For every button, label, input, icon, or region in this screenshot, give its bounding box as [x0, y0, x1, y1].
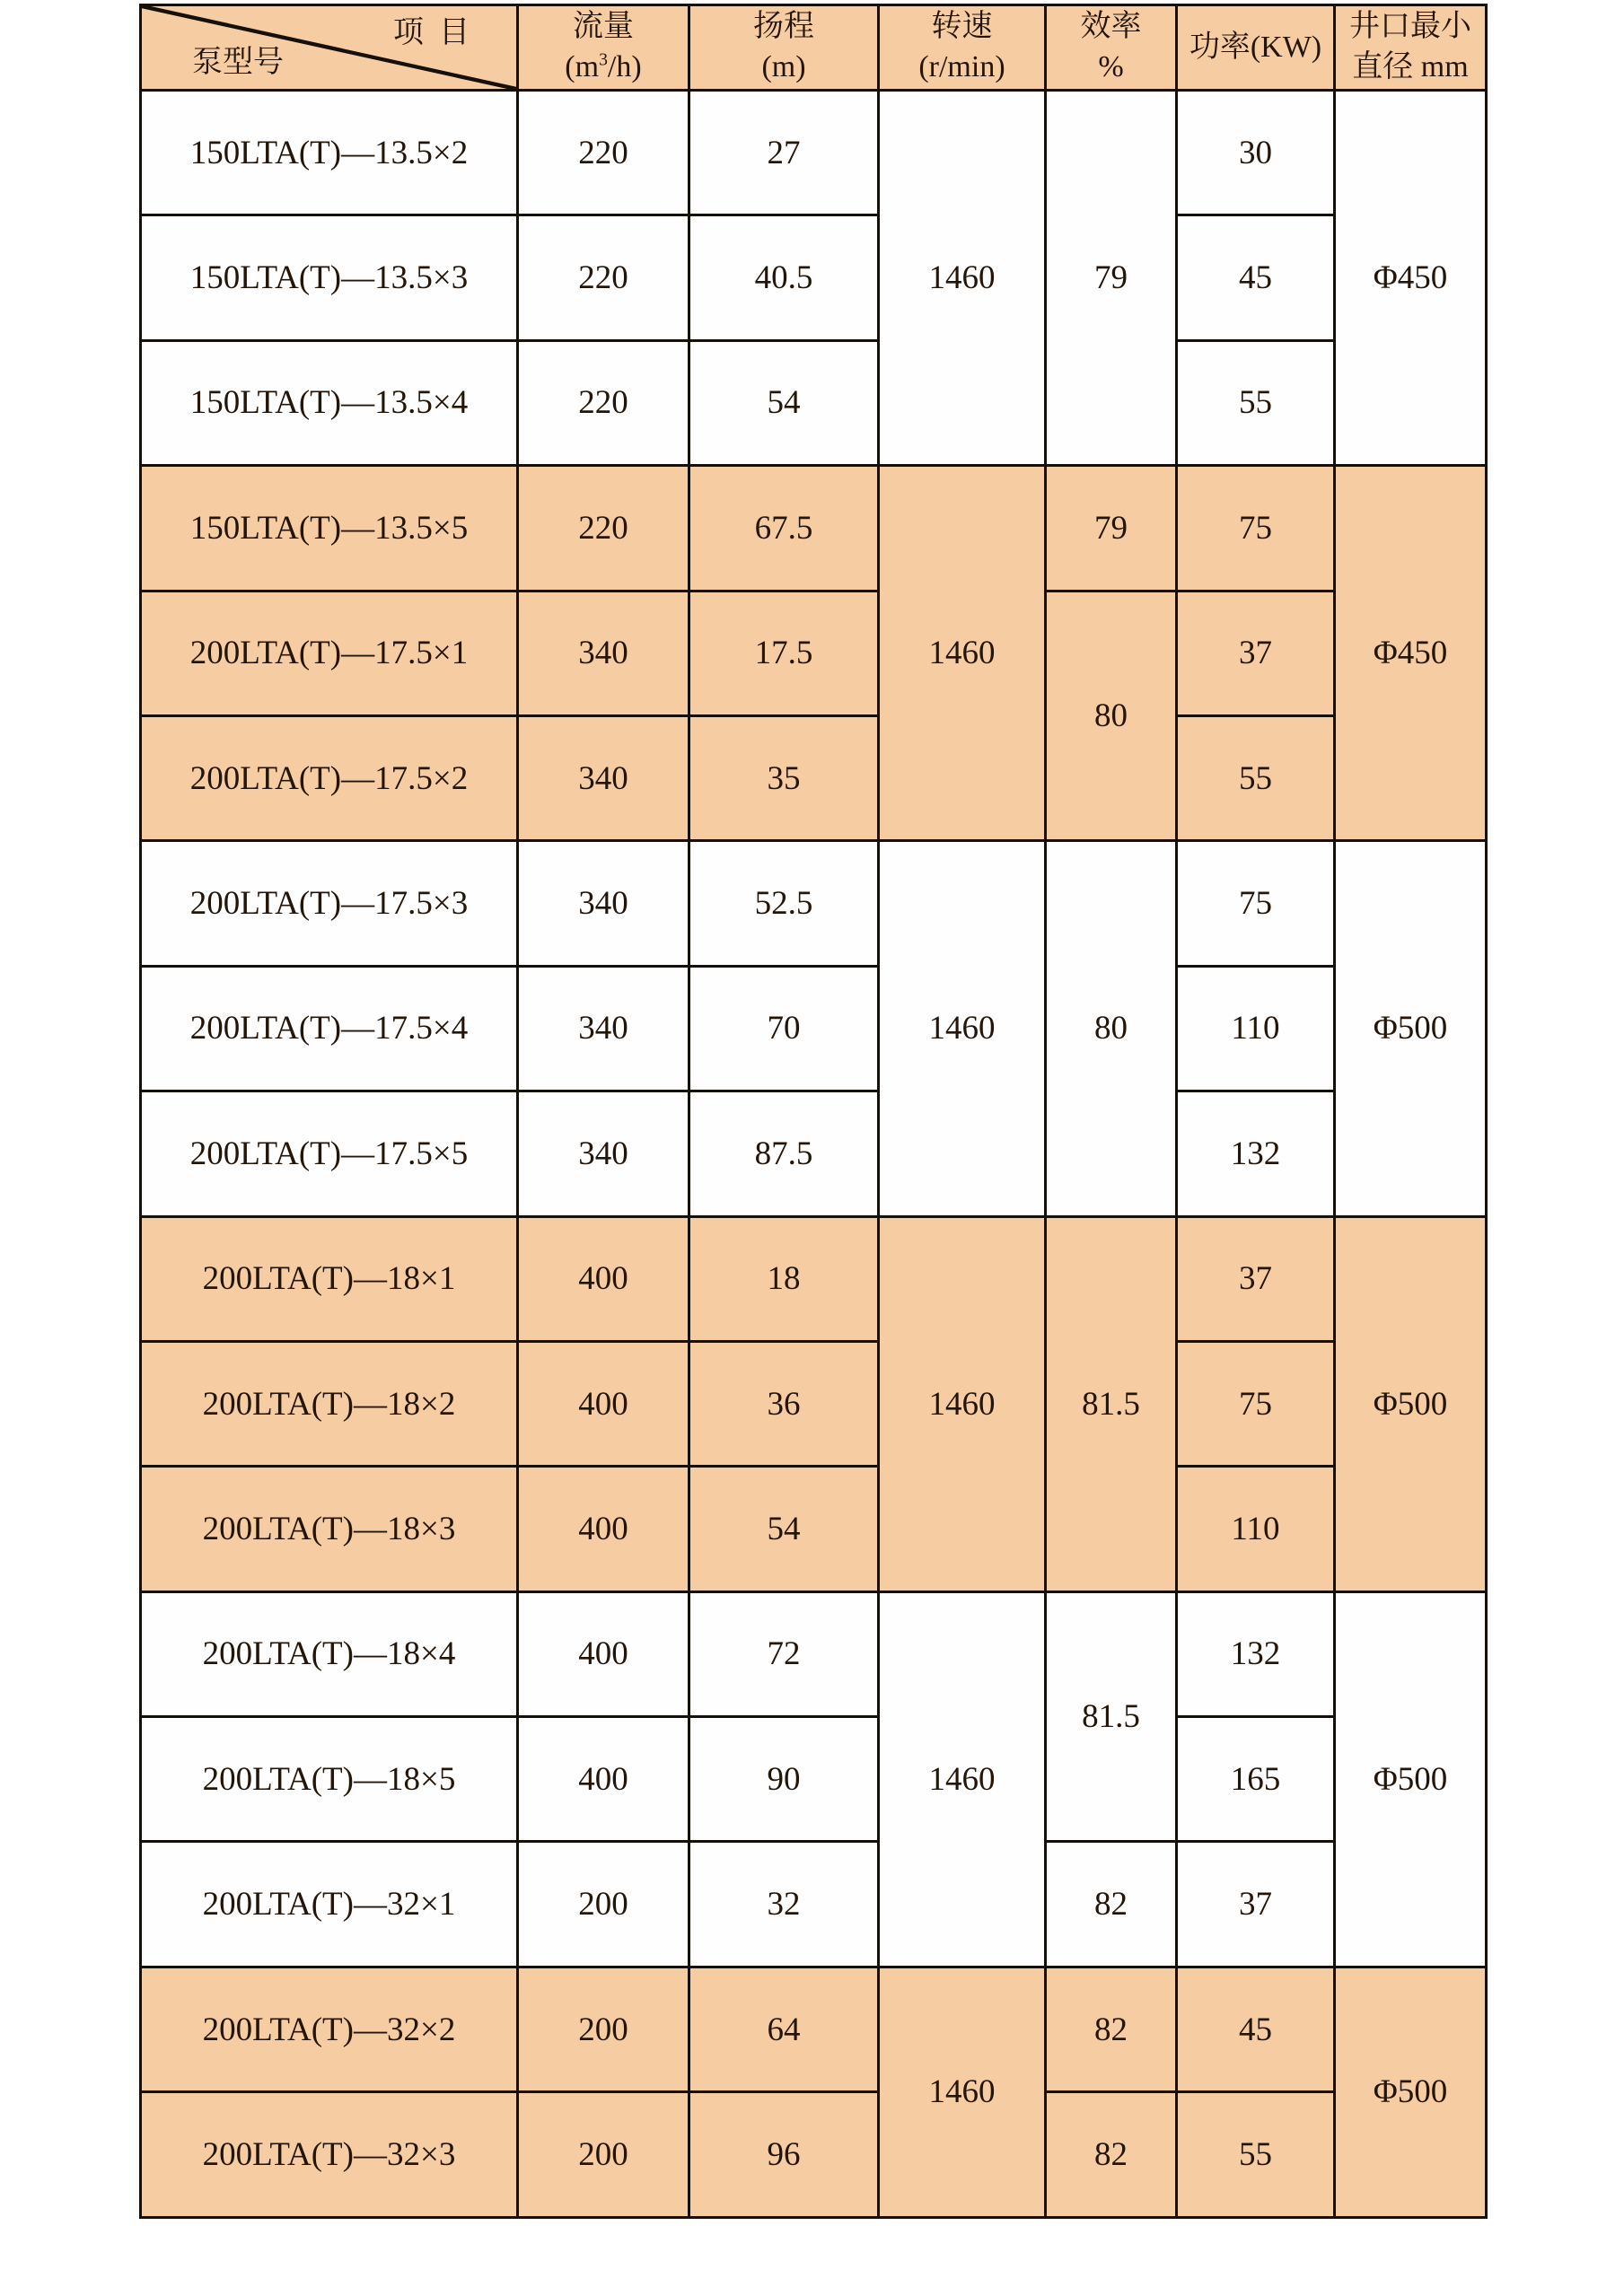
cell-model: 150LTA(T)—13.5×2 — [141, 91, 518, 215]
cell-head: 54 — [689, 340, 879, 465]
cell-flow: 220 — [518, 340, 689, 465]
cell-power: 55 — [1177, 715, 1335, 840]
cell-flow: 200 — [518, 1967, 689, 2091]
cell-power: 37 — [1177, 1216, 1335, 1341]
cell-efficiency: 80 — [1046, 591, 1177, 841]
cell-diameter: Φ500 — [1335, 1967, 1487, 2217]
cell-power: 45 — [1177, 215, 1335, 340]
cell-head: 35 — [689, 715, 879, 840]
cell-head: 90 — [689, 1717, 879, 1842]
header-row — [141, 5, 1487, 91]
cell-model: 200LTA(T)—32×2 — [141, 1967, 518, 2091]
cell-power: 37 — [1177, 1842, 1335, 1967]
cell-head: 36 — [689, 1341, 879, 1466]
cell-model: 150LTA(T)—13.5×5 — [141, 466, 518, 591]
cell-head: 52.5 — [689, 841, 879, 966]
cell-speed: 1460 — [879, 1216, 1046, 1591]
cell-model: 200LTA(T)—18×1 — [141, 1216, 518, 1341]
cell-power: 75 — [1177, 466, 1335, 591]
cell-head: 64 — [689, 1967, 879, 2091]
cell-head: 72 — [689, 1591, 879, 1716]
cell-power: 110 — [1177, 1467, 1335, 1591]
cell-efficiency: 82 — [1046, 2092, 1177, 2217]
table-row — [141, 91, 1487, 215]
cell-flow: 340 — [518, 841, 689, 966]
cell-flow: 220 — [518, 466, 689, 591]
cell-power: 45 — [1177, 1967, 1335, 2091]
cell-head: 70 — [689, 966, 879, 1091]
table-row — [141, 1216, 1487, 1341]
table-row — [141, 1341, 1487, 1466]
cell-flow: 200 — [518, 1842, 689, 1967]
cell-head: 87.5 — [689, 1091, 879, 1216]
cell-model: 200LTA(T)—18×4 — [141, 1591, 518, 1716]
table-row — [141, 591, 1487, 715]
cell-flow: 340 — [518, 1091, 689, 1216]
cell-speed: 1460 — [879, 1591, 1046, 1967]
table-row — [141, 1842, 1487, 1967]
cell-model: 200LTA(T)—17.5×3 — [141, 841, 518, 966]
pump-spec-table — [139, 4, 1488, 2219]
cell-flow: 400 — [518, 1717, 689, 1842]
cell-power: 37 — [1177, 591, 1335, 715]
cell-flow: 400 — [518, 1341, 689, 1466]
cell-speed: 1460 — [879, 841, 1046, 1216]
cell-flow: 400 — [518, 1216, 689, 1341]
cell-efficiency: 79 — [1046, 466, 1177, 591]
table-row — [141, 215, 1487, 340]
cell-efficiency: 82 — [1046, 1967, 1177, 2091]
cell-head: 40.5 — [689, 215, 879, 340]
cell-flow: 340 — [518, 966, 689, 1091]
cell-flow: 340 — [518, 591, 689, 715]
cell-flow: 220 — [518, 91, 689, 215]
table-row — [141, 2092, 1487, 2217]
cell-head: 32 — [689, 1842, 879, 1967]
col-header-power: 功率(KW) — [1177, 5, 1335, 91]
table-row — [141, 841, 1487, 966]
diagonal-split — [142, 6, 516, 89]
cell-model: 200LTA(T)—17.5×2 — [141, 715, 518, 840]
table-row — [141, 1091, 1487, 1216]
cell-head: 27 — [689, 91, 879, 215]
cell-power: 75 — [1177, 841, 1335, 966]
cell-power: 75 — [1177, 1341, 1335, 1466]
cell-efficiency: 79 — [1046, 91, 1177, 466]
cell-flow: 400 — [518, 1591, 689, 1716]
cell-flow: 340 — [518, 715, 689, 840]
pump-spec-sheet — [139, 4, 1488, 2219]
col-header-diameter: 井口最小 直径 mm — [1335, 5, 1487, 91]
table-row — [141, 966, 1487, 1091]
cell-speed: 1460 — [879, 466, 1046, 841]
cell-model: 200LTA(T)—17.5×4 — [141, 966, 518, 1091]
cell-power: 132 — [1177, 1591, 1335, 1716]
cell-model: 150LTA(T)—13.5×4 — [141, 340, 518, 465]
table-row — [141, 1967, 1487, 2091]
col-header-head: 扬程 (m) — [689, 5, 879, 91]
table-row — [141, 715, 1487, 840]
cell-speed: 1460 — [879, 91, 1046, 466]
cell-diameter: Φ450 — [1335, 91, 1487, 466]
col-header-speed: 转速 (r/min) — [879, 5, 1046, 91]
corner-label-model: 泵型号 — [192, 46, 284, 80]
col-header-efficiency: 效率 % — [1046, 5, 1177, 91]
cell-head: 96 — [689, 2092, 879, 2217]
table-row — [141, 1467, 1487, 1591]
cell-efficiency: 80 — [1046, 841, 1177, 1216]
cell-efficiency: 82 — [1046, 1842, 1177, 1967]
cell-head: 17.5 — [689, 591, 879, 715]
table-row — [141, 466, 1487, 591]
cell-efficiency: 81.5 — [1046, 1591, 1177, 1842]
cell-diameter: Φ500 — [1335, 1591, 1487, 1967]
cell-diameter: Φ450 — [1335, 466, 1487, 841]
cell-model: 200LTA(T)—32×3 — [141, 2092, 518, 2217]
cell-model: 200LTA(T)—18×2 — [141, 1341, 518, 1466]
cell-model: 200LTA(T)—18×3 — [141, 1467, 518, 1591]
cell-diameter: Φ500 — [1335, 841, 1487, 1216]
cell-speed: 1460 — [879, 1967, 1046, 2217]
cell-model: 200LTA(T)—32×1 — [141, 1842, 518, 1967]
cell-model: 200LTA(T)—18×5 — [141, 1717, 518, 1842]
cell-head: 54 — [689, 1467, 879, 1591]
cell-diameter: Φ500 — [1335, 1216, 1487, 1591]
table-row — [141, 1717, 1487, 1842]
cell-model: 200LTA(T)—17.5×5 — [141, 1091, 518, 1216]
cell-power: 132 — [1177, 1091, 1335, 1216]
cell-power: 55 — [1177, 340, 1335, 465]
cell-model: 200LTA(T)—17.5×1 — [141, 591, 518, 715]
table-row — [141, 1591, 1487, 1716]
cell-power: 165 — [1177, 1717, 1335, 1842]
cell-model: 150LTA(T)—13.5×3 — [141, 215, 518, 340]
cell-power: 30 — [1177, 91, 1335, 215]
table-row — [141, 340, 1487, 465]
cell-head: 18 — [689, 1216, 879, 1341]
cell-head: 67.5 — [689, 466, 879, 591]
corner-label-item: 项 目 — [393, 16, 470, 49]
cell-efficiency: 81.5 — [1046, 1216, 1177, 1591]
cell-flow: 200 — [518, 2092, 689, 2217]
corner-header-cell — [141, 5, 518, 91]
cell-flow: 220 — [518, 215, 689, 340]
cell-flow: 400 — [518, 1467, 689, 1591]
cell-power: 55 — [1177, 2092, 1335, 2217]
col-header-flow: 流量 $(m^3/h)$ — [518, 5, 689, 91]
cell-power: 110 — [1177, 966, 1335, 1091]
